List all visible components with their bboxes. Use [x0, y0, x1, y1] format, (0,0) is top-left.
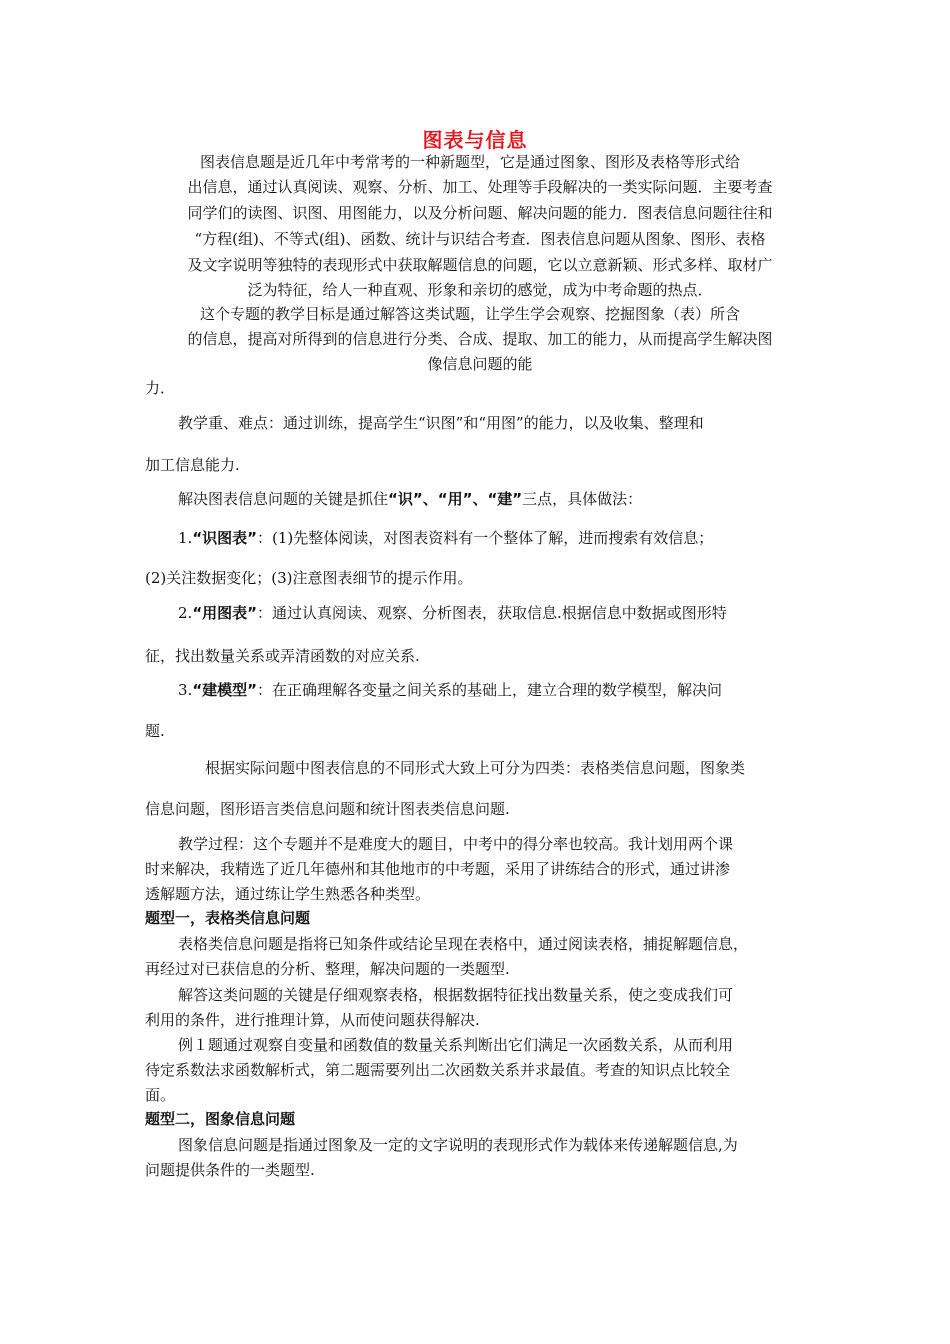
step-1-number: 1. — [178, 529, 193, 547]
step-2-label: “用图表” — [192, 604, 258, 622]
intro-line-2: 出信息，通过认真阅读、观察、分析、加工、处理等手段解决的一类实际问题．主要考查 — [187, 178, 773, 196]
process-line-2: 时来解决，我精选了近几年德州和其他地市的中考题，采用了讲练结合的形式，通过讲渗 — [145, 860, 731, 878]
step-1-label: “识图表” — [192, 529, 258, 547]
type-2-heading: 题型二，图象信息问题 — [145, 1110, 296, 1128]
goal-line-2: 的信息，提高对所得到的信息进行分类、合成、提取、加工的能力，从而提高学生解决图 — [187, 330, 773, 348]
method-post: 三点，具体做法： — [522, 490, 643, 508]
type-1-para-2-line-1: 解答这类问题的关键是仔细观察表格，根据数据特征找出数量关系，使之变成我们可 — [178, 986, 734, 1004]
key-points-line-2: 加工信息能力. — [145, 456, 240, 474]
step-3-label: “建模型” — [192, 681, 258, 699]
step-3-text: ：在正确理解各变量之间关系的基础上，建立合理的数学模型，解决问 — [257, 681, 723, 699]
step-1-line-2: (2)关注数据变化；(3)注意图表细节的提示作用。 — [145, 569, 473, 587]
method-line — [178, 489, 642, 509]
page-title: 图表与信息 — [422, 128, 528, 152]
type-2-para-1-line-2: 问题提供条件的一类题型. — [145, 1161, 315, 1179]
intro-line-6: 泛为特征，给人一种直观、形象和亲切的感觉，成为中考命题的热点． — [247, 281, 713, 299]
step-3-line-2: 题. — [145, 722, 165, 740]
step-3-number: 3. — [178, 681, 193, 699]
intro-line-5: 及文字说明等独特的表现形式中获取解题信息的问题，它以立意新颖、形式多样、取材广 — [187, 256, 773, 274]
step-1-text: ：(1)先整体阅读，对图表资料有一个整体了解，进而搜索有效信息； — [257, 529, 714, 547]
key-points-line-1: 教学重、难点：通过训练，提高学生“识图”和“用图”的能力，以及收集、整理和 — [178, 414, 704, 432]
step-3-line-1 — [178, 680, 722, 700]
step-2-number: 2. — [178, 604, 193, 622]
type-1-para-1-line-2: 再经过对已获信息的分析、整理，解决问题的一类题型. — [145, 960, 510, 978]
process-line-1: 教学过程：这个专题并不是难度大的题目，中考中的得分率也较高。我计划用两个课 — [178, 835, 734, 853]
type-1-para-2-line-2: 利用的条件，进行推理计算，从而使问题获得解决. — [145, 1011, 480, 1029]
process-line-3: 透解题方法，通过练让学生熟悉各种类型。 — [145, 885, 431, 903]
goal-line-4: 力． — [145, 379, 176, 397]
type-1-para-1-line-1: 表格类信息问题是指将已知条件或结论呈现在表格中，通过阅读表格，捕捉解题信息， — [178, 935, 749, 953]
step-2-line-2: 征，找出数量关系或弄清函数的对应关系. — [145, 647, 420, 665]
type-1-heading: 题型一，表格类信息问题 — [145, 909, 311, 927]
type-1-para-3-line-2: 待定系数法求函数解析式，第二题需要列出二次函数关系并求最值。考查的知识点比较全 — [145, 1061, 731, 1079]
intro-line-4: “方程(组)、不等式(组)、函数、统计与识结合考查．图表信息问题从图象、图形、表格 — [194, 230, 766, 248]
goal-line-3: 像信息问题的能 — [427, 355, 533, 373]
intro-line-3: 同学们的读图、识图、用图能力，以及分析问题、解决问题的能力．图表信息问题往往和 — [187, 204, 773, 222]
step-1-line-1 — [178, 528, 713, 548]
method-keywords: “识”、“用”、“建” — [388, 490, 523, 508]
step-2-line-1 — [178, 603, 727, 623]
types-line-2: 信息问题，图形语言类信息问题和统计图表类信息问题. — [145, 800, 510, 818]
intro-line-1: 图表信息题是近几年中考常考的一种新题型，它是通过图象、图形及表格等形式给 — [200, 153, 741, 171]
step-2-text: ：通过认真阅读、观察、分析图表，获取信息.根据信息中数据或图形特 — [257, 604, 727, 622]
method-pre: 解决图表信息问题的关键是抓住 — [178, 490, 389, 508]
type-1-para-3-line-3: 面。 — [145, 1086, 176, 1104]
types-line-1: 根据实际问题中图表信息的不同形式大致上可分为四类：表格类信息问题，图象类 — [205, 759, 746, 777]
type-1-para-3-line-1: 例１题通过观察自变量和函数值的数量关系判断出它们满足一次函数关系，从而利用 — [178, 1036, 734, 1054]
goal-line-1: 这个专题的教学目标是通过解答这类试题，让学生学会观察、挖掘图象（表）所含 — [200, 305, 741, 323]
type-2-para-1-line-1: 图象信息问题是指通过图象及一定的文字说明的表现形式作为载体来传递解题信息,为 — [178, 1136, 738, 1154]
